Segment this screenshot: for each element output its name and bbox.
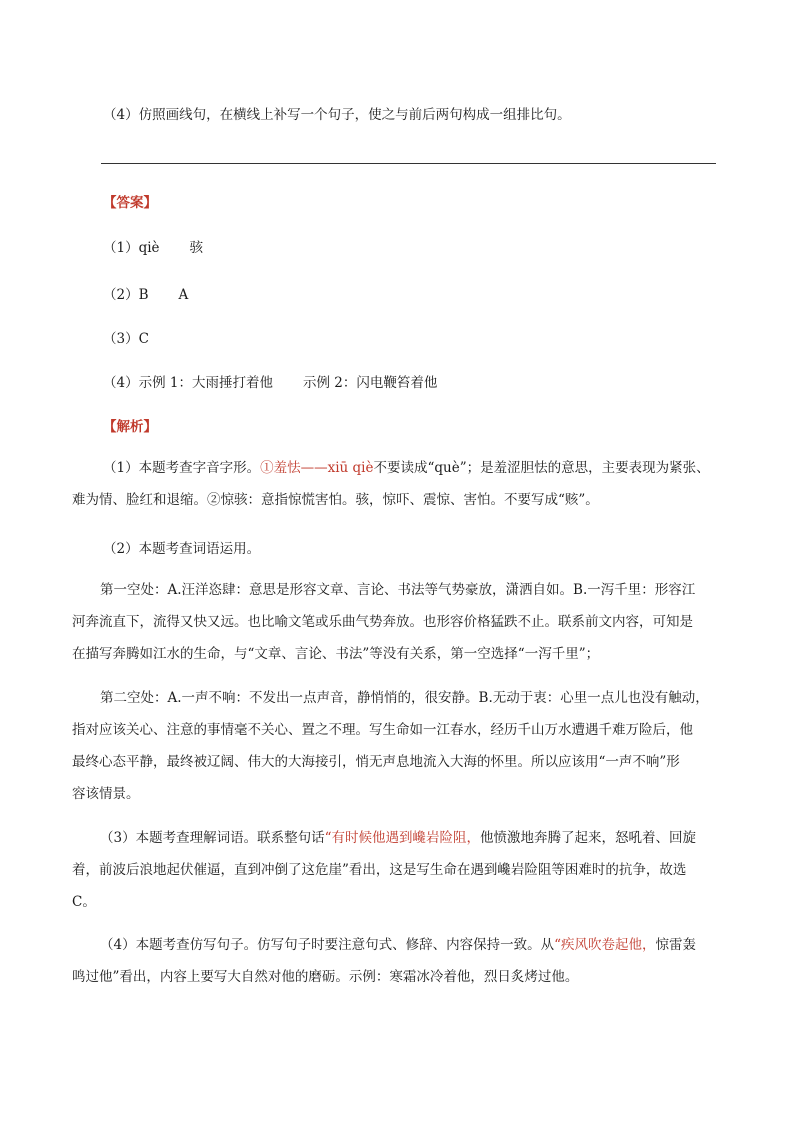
answer-2 [103, 283, 188, 303]
answer-4-example-2: 示例 2：闪电鞭笞着他 [302, 375, 438, 391]
answer-3: （3）C [103, 331, 149, 347]
analysis-3-row-2: 河奔流直下，流得又快又远。也比喻文笔或乐曲气势奔放。也形容价格猛跌不止。联系前文内容，可知是 [72, 614, 693, 630]
answer-4 [103, 371, 437, 391]
analysis-1-row-2: 难为情、脸红和退缩。②惊骇：意指惊慌害怕。骇，惊吓、震惊、害怕。不要写成“赅”。 [72, 492, 599, 508]
analysis-4-row-2: 指对应该关心、注意的事情毫不关心、置之不理。写生命如一江春水，经历千山万水遭遇千难万险后，他 [72, 722, 693, 738]
analysis-5-lead: （3）本题考查理解词语。联系整句话 [100, 830, 325, 846]
analysis-5-row-2: 着，前波后浪地起伏催逼，直到冲倒了这危崖”看出，这是写生命在遇到巉岩险阻等困难时的抗争，故选 [72, 862, 687, 878]
analysis-5-rest: 他愤激地奔腾了起来，怒吼着、回旋 [480, 830, 696, 846]
analysis-paragraph-5 [72, 822, 720, 918]
analysis-3-row-3: 在描写奔腾如江水的生命，与“文章、言论、书法”等没有关系，第一空选择“一泻千里”； [72, 646, 600, 662]
answer-2-b: B [138, 287, 149, 303]
analysis-paragraph-1 [103, 452, 723, 484]
answer-4-example-1: （4）示例 1：大雨捶打着他 [103, 375, 273, 391]
question-4: （4）仿照画线句，在横线上补写一个句子，使之与前后两句构成一组排比句。 [103, 107, 571, 123]
analysis-5-row-3: C。 [72, 894, 96, 910]
analysis-6-lead: （4）本题考查仿写句子。仿写句子时要注意句式、修辞、内容保持一致。从 [100, 937, 555, 953]
analysis-4-row-1: 第二空处：A.一声不响：不发出一点声音，静悄悄的，很安静。B.无动于衷：心里一点儿也没有触动， [100, 690, 709, 706]
answer-1-pinyin: qiè [138, 240, 160, 256]
analysis-paragraph-1-cont [72, 484, 720, 516]
answer-header: 【答案】 [103, 195, 157, 211]
answer-2-a: A [178, 287, 189, 303]
analysis-1-lead: （1）本题考查字音字形。 [103, 460, 261, 476]
analysis-1-highlight: ①羞怯——xiū qiè [260, 460, 374, 476]
analysis-6-row-2: 鸣过他”看出，内容上要写大自然对他的磨砺。示例：寒霜冰冷着他，烈日炙烤过他。 [72, 969, 579, 985]
analysis-paragraph-3 [72, 574, 720, 670]
analysis-header: 【解析】 [103, 419, 157, 435]
analysis-paragraph-2: （2）本题考查词语运用。 [103, 541, 261, 557]
answer-2-number: （2） [103, 287, 139, 303]
answer-1-char: 骇 [189, 240, 204, 256]
analysis-4-row-3: 最终心态平静，最终被辽阔、伟大的大海接引，悄无声息地流入大海的怀里。所以应该用“一声不响”形 [72, 754, 680, 770]
answer-1 [103, 236, 203, 256]
answer-blank-line [101, 163, 716, 164]
analysis-1-rest: 不要读成“què”；是羞涩胆怯的意思，主要表现为紧张、 [373, 460, 710, 476]
analysis-paragraph-6 [72, 929, 720, 993]
analysis-6-rest: 惊雷轰 [655, 937, 696, 953]
analysis-6-highlight: “疾风吹卷起他， [554, 937, 656, 953]
analysis-5-highlight: “有时候他遇到巉岩险阻， [324, 830, 480, 846]
analysis-3-row-1: 第一空处：A.汪洋恣肆：意思是形容文章、言论、书法等气势豪放，潇洒自如。B.一泻千里：形容江 [100, 582, 696, 598]
analysis-4-row-4: 容该情景。 [72, 786, 140, 802]
answer-1-number: （1） [103, 240, 139, 256]
analysis-paragraph-4 [72, 682, 720, 810]
